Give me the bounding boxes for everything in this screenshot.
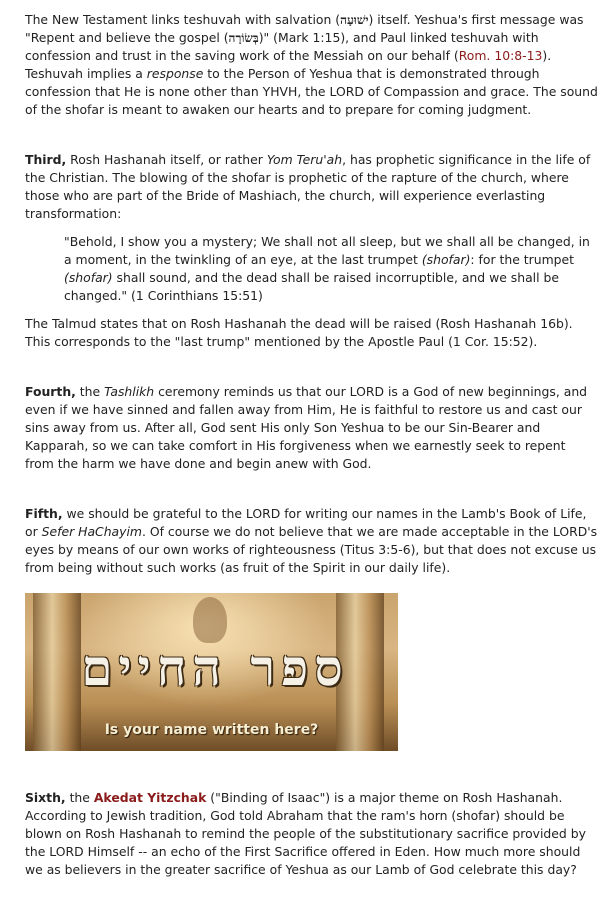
banner-hebrew-title: ספר החיים: [81, 638, 349, 697]
text-segment: ceremony reminds us that our LORD is a God of new beginnings, and even if we have sinned and fallen away from Him, He is faithful to restore us and cast our sins away from us. After all, God sent His only Son Yeshua to be our Sin-Bearer and Kapparah, so we can take comfort in His forgiveness when we earnestly seek to repent from the harm we have done and begin anew with God.: [25, 384, 588, 471]
paragraph-fourth: [25, 383, 598, 473]
text-segment: )" (Mark 1:15), and Paul linked teshuvah with confession and trust in the saving work of the Messiah on our behalf (: [25, 30, 539, 63]
emphasis-shofar: (shofar): [421, 252, 471, 267]
paragraph-sixth: [25, 789, 598, 879]
text-segment: The New Testament links teshuvah with salvation (: [25, 12, 341, 27]
text-segment: ) itself. Yeshua's first message was "Repent and believe the gospel (: [25, 12, 584, 45]
text-segment: : for the trumpet: [470, 252, 575, 267]
emphasis-response: response: [146, 66, 204, 81]
text-segment: . Of course we do not believe that we are made acceptable in the LORD's eyes by means of our own works of righteousness (Titus 3:5-6), but that does not excuse us from being without such works (as fruit of the Spirit in our daily life).: [25, 524, 598, 575]
text-segment: shall sound, and the dead shall be raised incorruptible, and we shall be changed." (1 Corinthians 15:51): [64, 270, 559, 303]
quote-corinthians: [64, 233, 598, 305]
lead-fourth: Fourth,: [25, 384, 76, 399]
emphasis-sefer-hachayim: Sefer HaChayim: [41, 524, 142, 539]
text-segment: the: [65, 790, 94, 805]
paragraph-fifth: [25, 505, 598, 577]
banner-caption: Is your name written here?: [104, 722, 319, 738]
emphasis-tashlikh: Tashlikh: [104, 384, 155, 399]
lead-fifth: Fifth,: [25, 506, 63, 521]
lead-third: Third,: [25, 152, 67, 167]
text-segment: the: [75, 384, 105, 399]
paragraph-salvation: [25, 11, 598, 119]
hebrew-word-besorah: בְּשׂוֹרָה: [228, 31, 259, 45]
emphasis-yom-teruah: Yom Teru'ah: [266, 152, 343, 167]
lead-sixth: Sixth,: [25, 790, 66, 805]
text-segment: , has prophetic significance in the life of the Christian. The blowing of the shofar is prophetic of the rapture of the church, where those who are part of the Bride of Mashiach, the church, will experience everlasting transformation:: [25, 152, 591, 221]
paragraph-third: [25, 151, 598, 223]
emphasis-shofar: (shofar): [64, 270, 113, 285]
akedat-yitzchak-link[interactable]: Akedat Yitzchak: [93, 790, 207, 805]
hebrew-word-yeshuah: ישׁוּעָה: [340, 13, 369, 27]
paragraph-talmud: The Talmud states that on Rosh Hashanah the dead will be raised (Rosh Hashanah 16b). This corresponds to the "last trump" mentioned by the Apostle Paul (1 Cor. 15:52).: [25, 316, 573, 349]
text-segment: ). Teshuvah implies a: [25, 48, 552, 81]
text-segment: we should be grateful to the LORD for writing our names in the Lamb's Book of Life, or: [25, 506, 587, 539]
sefer-hachayim-banner-image: [25, 593, 398, 751]
text-segment: to the Person of Yeshua that is demonstrated through confession that He is none other than YHVH, the LORD of Compassion and grace. The sound of the shofar is meant to awaken our hearts and to prepare for coming judgment.: [25, 66, 598, 117]
scripture-link-romans[interactable]: Rom. 10:8-13: [458, 48, 543, 63]
text-segment: ("Binding of Isaac") is a major theme on Rosh Hashanah. According to Jewish tradition, God told Abraham that the ram's horn (shofar) should be blown on Rosh Hashanah to remind the people of the substitutionary sacrifice provided by the LORD Himself -- an echo of the First Sacrifice offered in Eden. How much more should we as believers in the greater sacrifice of Yeshua as our Lamb of God celebrate this day?: [25, 790, 586, 877]
text-segment: Rosh Hashanah itself, or rather: [66, 152, 267, 167]
text-segment: "Behold, I show you a mystery; We shall not all sleep, but we shall all be changed, in a moment, in the twinkling of an eye, at the last trumpet: [64, 234, 590, 267]
